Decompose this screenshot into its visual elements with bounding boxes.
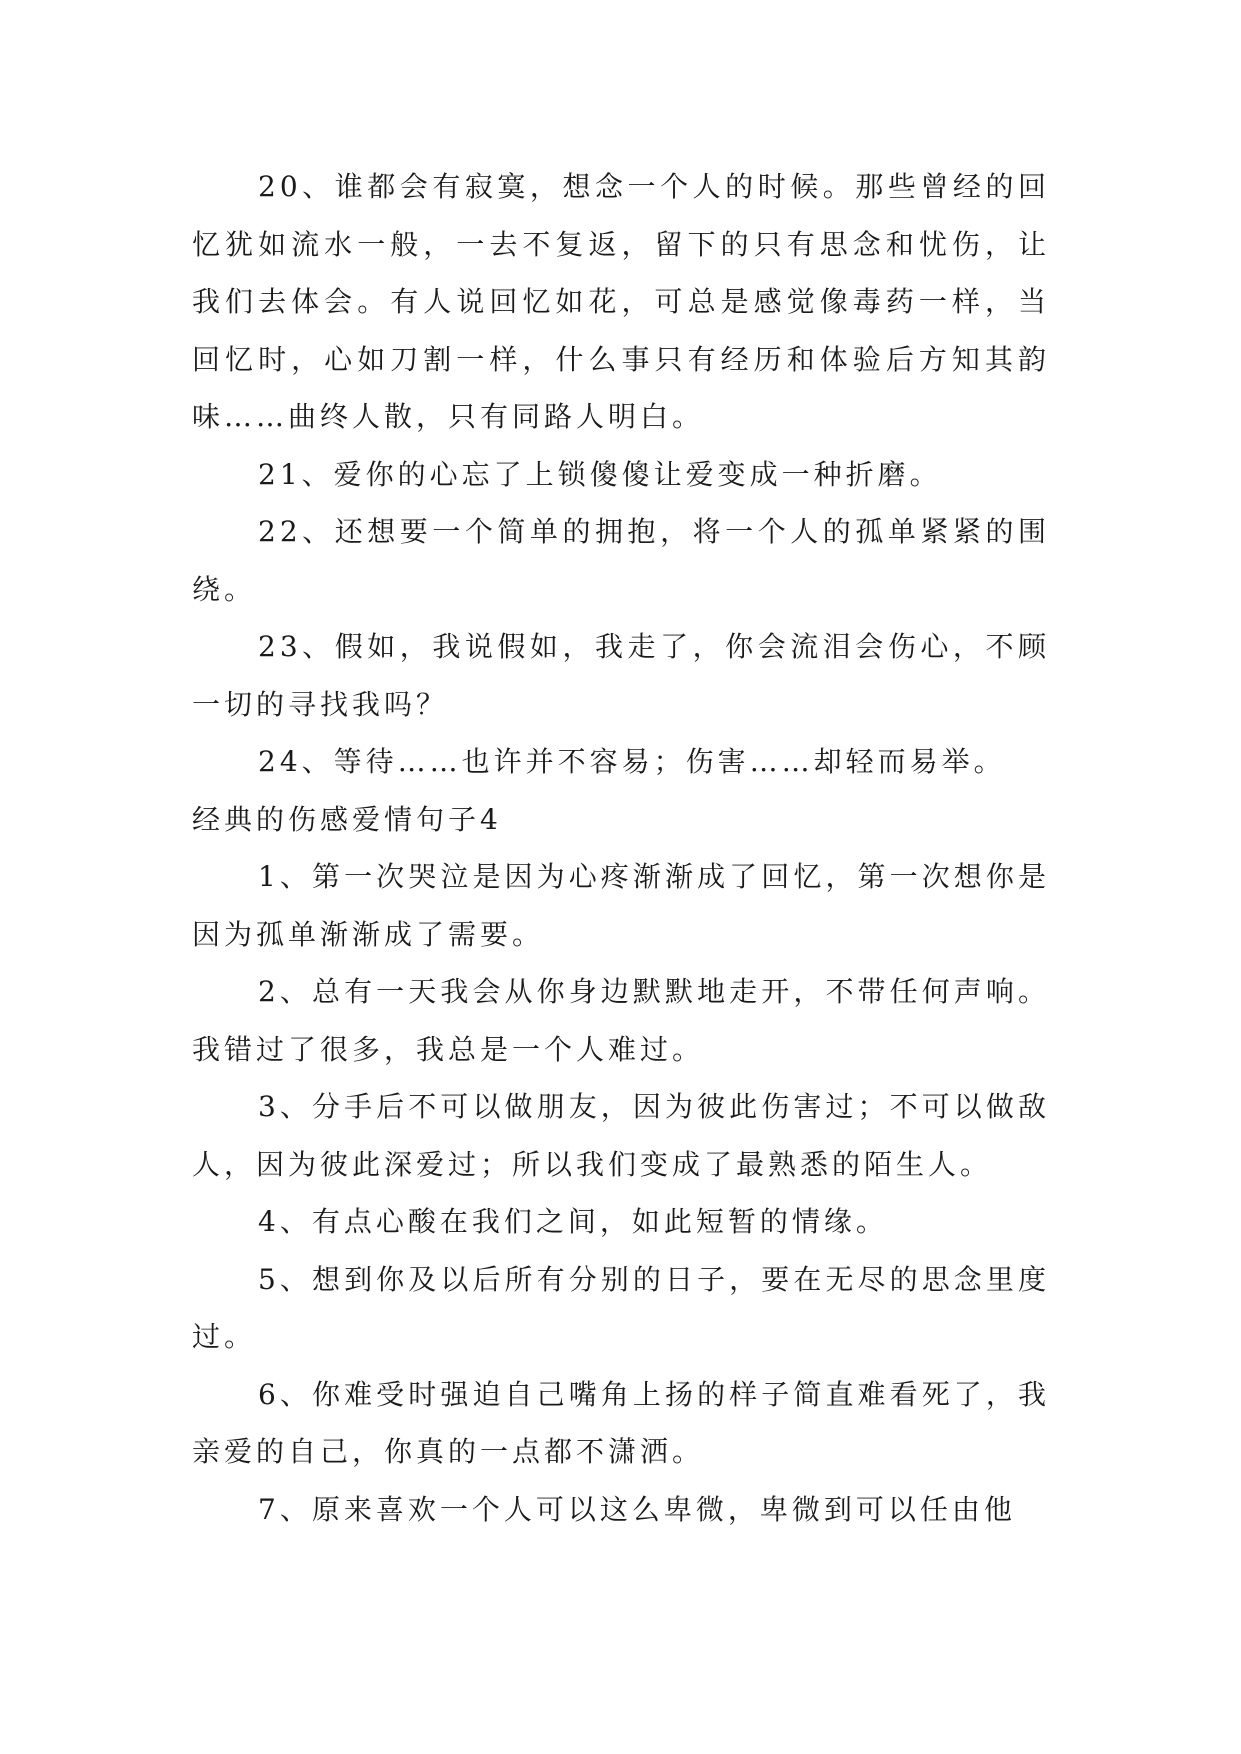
document-body: [192, 158, 1050, 1538]
section-heading: 经典的伤感爱情句子4: [192, 802, 502, 836]
list-item: 7、原来喜欢一个人可以这么卑微，卑微到可以任由他: [258, 1492, 1016, 1526]
list-item: 23、假如，我说假如，我走了，你会流泪会伤心，不顾一切的寻找我吗？: [192, 630, 1050, 721]
list-item: 3、分手后不可以做朋友，因为彼此伤害过；不可以做敌人，因为彼此深爱过；所以我们变成了最熟悉的陌生人。: [192, 1090, 1050, 1181]
list-item: 21、爱你的心忘了上锁傻傻让爱变成一种折磨。: [258, 457, 942, 491]
list-item: 2、总有一天我会从你身边默默地走开，不带任何声响。我错过了很多，我总是一个人难过。: [192, 975, 1050, 1066]
list-item: 5、想到你及以后所有分别的日子，要在无尽的思念里度过。: [192, 1262, 1050, 1353]
list-item: 4、有点心酸在我们之间，如此短暂的情缘。: [258, 1205, 888, 1238]
list-item: 1、第一次哭泣是因为心疼渐渐成了回忆，第一次想你是因为孤单渐渐成了需要。: [192, 860, 1050, 951]
list-item: 20、谁都会有寂寞，想念一个人的时候。那些曾经的回忆犹如流水一般，一去不复返，留下的只有思念和忧伤，让我们去体会。有人说回忆如花，可总是感觉像毒药一样，当回忆时，心如刀割一样，什么事只有经历和体验后方知其韵味……曲终人散，只有同路人明白。: [192, 170, 1050, 433]
list-item: 24、等待……也许并不容易；伤害……却轻而易举。: [258, 745, 1006, 778]
list-item: 6、你难受时强迫自己嘴角上扬的样子简直难看死了，我亲爱的自己，你真的一点都不潇洒。: [192, 1377, 1050, 1468]
list-item: 22、还想要一个简单的拥抱，将一个人的孤单紧紧的围绕。: [192, 515, 1050, 606]
